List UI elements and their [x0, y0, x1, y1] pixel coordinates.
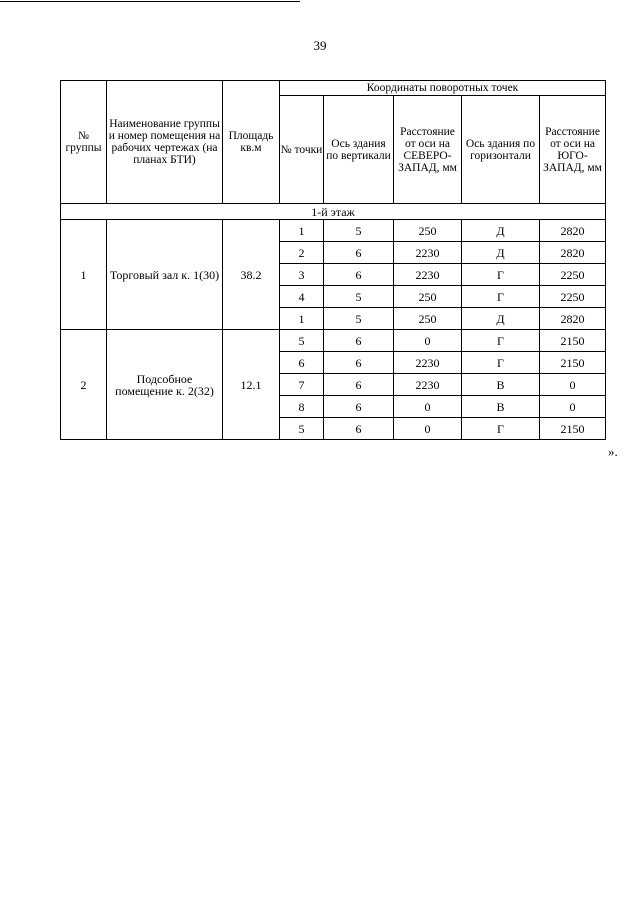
dist-sw: 2820 — [540, 220, 606, 242]
room-name: Подсобное помещение к. 2(32) — [107, 330, 223, 440]
axis-horizontal: В — [462, 396, 540, 418]
dist-nw: 250 — [394, 286, 462, 308]
header-axis-vertical: Ось здания по вертикали — [324, 96, 394, 204]
point-no: 2 — [280, 242, 324, 264]
dist-nw: 0 — [394, 418, 462, 440]
axis-horizontal: Г — [462, 352, 540, 374]
point-no: 1 — [280, 220, 324, 242]
top-rule — [0, 1, 300, 2]
page-number: 39 — [313, 38, 327, 53]
dist-sw: 2150 — [540, 330, 606, 352]
axis-vertical: 6 — [324, 396, 394, 418]
room-area: 12.1 — [223, 330, 280, 440]
dist-sw: 2250 — [540, 286, 606, 308]
point-no: 5 — [280, 330, 324, 352]
room-area: 38.2 — [223, 220, 280, 330]
group-no: 1 — [61, 220, 107, 330]
axis-horizontal: Д — [462, 220, 540, 242]
axis-vertical: 6 — [324, 352, 394, 374]
axis-vertical: 6 — [324, 242, 394, 264]
header-group-no: № группы — [61, 81, 107, 204]
axis-vertical: 6 — [324, 418, 394, 440]
axis-horizontal: Д — [462, 308, 540, 330]
axis-vertical: 6 — [324, 264, 394, 286]
point-no: 3 — [280, 264, 324, 286]
dist-nw: 250 — [394, 220, 462, 242]
table-row — [61, 330, 606, 352]
dist-sw: 2150 — [540, 352, 606, 374]
header-coords-title: Координаты поворотных точек — [280, 81, 606, 96]
floor-label: 1-й этаж — [61, 204, 606, 220]
closing-quote: ». — [608, 444, 618, 459]
header-point-no: № точки — [280, 96, 324, 204]
point-no: 8 — [280, 396, 324, 418]
axis-vertical: 6 — [324, 330, 394, 352]
point-no: 4 — [280, 286, 324, 308]
dist-nw: 2230 — [394, 352, 462, 374]
point-no: 7 — [280, 374, 324, 396]
dist-nw: 250 — [394, 308, 462, 330]
axis-vertical: 5 — [324, 308, 394, 330]
point-no: 1 — [280, 308, 324, 330]
point-no: 5 — [280, 418, 324, 440]
room-name: Торговый зал к. 1(30) — [107, 220, 223, 330]
header-dist-sw: Расстояние от оси на ЮГО-ЗАПАД, мм — [540, 96, 606, 204]
dist-nw: 2230 — [394, 264, 462, 286]
dist-sw: 2820 — [540, 242, 606, 264]
table-row — [61, 220, 606, 242]
axis-vertical: 5 — [324, 286, 394, 308]
axis-horizontal: В — [462, 374, 540, 396]
group-no: 2 — [61, 330, 107, 440]
header-dist-nw: Расстояние от оси на СЕВЕРО-ЗАПАД, мм — [394, 96, 462, 204]
axis-horizontal: Д — [462, 242, 540, 264]
axis-horizontal: Г — [462, 264, 540, 286]
header-axis-horizontal: Ось здания по горизонтали — [462, 96, 540, 204]
dist-nw: 0 — [394, 396, 462, 418]
coordinates-table — [60, 80, 606, 440]
header-area: Площадь кв.м — [223, 81, 280, 204]
dist-sw: 0 — [540, 374, 606, 396]
dist-sw: 2150 — [540, 418, 606, 440]
axis-horizontal: Г — [462, 286, 540, 308]
axis-vertical: 6 — [324, 374, 394, 396]
dist-nw: 0 — [394, 330, 462, 352]
dist-nw: 2230 — [394, 374, 462, 396]
axis-horizontal: Г — [462, 330, 540, 352]
point-no: 6 — [280, 352, 324, 374]
dist-sw: 0 — [540, 396, 606, 418]
dist-nw: 2230 — [394, 242, 462, 264]
dist-sw: 2820 — [540, 308, 606, 330]
header-name: Наименование группы и номер помещения на рабочих чертежах (на планах БТИ) — [107, 81, 223, 204]
axis-vertical: 5 — [324, 220, 394, 242]
dist-sw: 2250 — [540, 264, 606, 286]
axis-horizontal: Г — [462, 418, 540, 440]
